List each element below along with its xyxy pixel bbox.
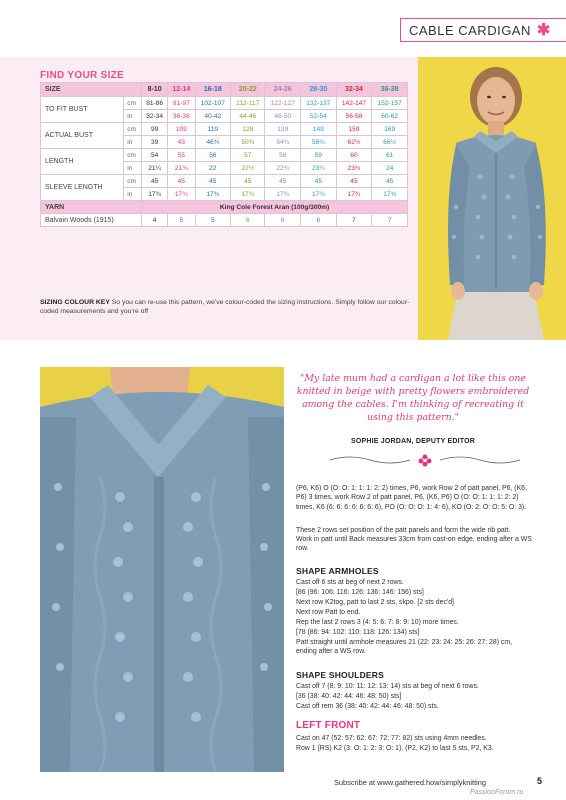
size-value-cell: 23¾ <box>336 162 372 175</box>
yarn-ball-count: 7 <box>372 214 408 227</box>
armholes-line-7: Patt straight until armhole measures 21 (22: 23: 24: 25: 26: 27: 28) cm, ending after a WS row. <box>296 639 513 656</box>
armholes-line-5: Rep the last 2 rows 3 (4: 5: 6: 7: 8: 9: 10) more times. <box>296 619 459 626</box>
size-value-cell: 45 <box>336 175 372 188</box>
size-value-cell: 24 <box>372 162 408 175</box>
size-value-cell: 21¾ <box>168 162 195 175</box>
size-value-cell: 17¾ <box>301 188 337 201</box>
size-value-cell: 45 <box>301 175 337 188</box>
measurement-label: SLEEVE LENGTH <box>41 175 124 201</box>
size-value-cell: 132-137 <box>301 97 337 110</box>
size-value-cell: 40-42 <box>195 110 231 123</box>
measurement-label: LENGTH <box>41 149 124 175</box>
model-illustration <box>418 57 566 340</box>
yarn-label: YARN <box>41 201 142 214</box>
size-value-cell: 52-54 <box>301 110 337 123</box>
size-value-cell: 46¾ <box>195 136 231 149</box>
model-photo <box>418 57 566 340</box>
cardigan-closeup-photo <box>40 367 284 772</box>
size-value-cell: 56-58 <box>336 110 372 123</box>
size-value-cell: 48-50 <box>265 110 301 123</box>
shoulders-line-2: [36 (38: 40: 42: 44: 46: 48: 50) sts] <box>296 693 402 700</box>
pattern-paragraph-3: Work in patt until Back measures 33cm from cast-on edge, ending after a WS row. <box>296 536 532 553</box>
yarn-ball-count: 5 <box>168 214 195 227</box>
size-value-cell: 58 <box>265 149 301 162</box>
size-value-cell: 56 <box>195 149 231 162</box>
size-value-cell: 54¾ <box>265 136 301 149</box>
armholes-line-1: Cast off 6 sts at beg of next 2 rows. <box>296 579 404 586</box>
size-value-cell: 58¾ <box>301 136 337 149</box>
size-value-cell: 119 <box>195 123 231 136</box>
size-value-cell: 45 <box>372 175 408 188</box>
size-value-cell: 39 <box>142 136 168 149</box>
size-panel <box>0 57 418 340</box>
quote-author: SOPHIE JORDAN, DEPUTY EDITOR <box>351 438 475 445</box>
section-header-tag <box>400 18 566 42</box>
size-value-cell: 54 <box>142 149 168 162</box>
yarn-ball-count: 7 <box>336 214 372 227</box>
asterisk-icon: ✱ <box>536 22 551 39</box>
size-col-header: 16-18 <box>195 83 231 97</box>
size-value-cell: 81-86 <box>142 97 168 110</box>
size-value-cell: 57 <box>231 149 265 162</box>
armholes-line-6: [78 (86: 94: 102: 110: 118: 126: 134) sts] <box>296 629 420 636</box>
yarn-ball-count: 5 <box>195 214 231 227</box>
pattern-paragraph-1: (P6, K6) O (O: O: 1: 1: 1: 2: 2) times, P6, work Row 2 of patt panel, P6, (K6, P6) 3 times, work Row 2 of patt panel, P6, (K6, P6) O (O: O: 1: 1: 1: 2: 2) times, K6 (6: 6: 6: 6: 6: 6: 6), PO (O: O: O: 1: 4: 6), KO (O: 2: O: O: 5: O: 3). <box>296 485 527 511</box>
size-label: SIZE <box>41 83 142 97</box>
pattern-title: CABLE CARDIGAN <box>409 22 531 38</box>
size-value-cell: 23¼ <box>301 162 337 175</box>
size-col-header: 8-10 <box>142 83 168 97</box>
subscribe-link[interactable]: Subscribe at www.gathered.how/simplyknitting <box>334 778 486 787</box>
size-value-cell: 60-62 <box>372 110 408 123</box>
size-col-header: 24-26 <box>265 83 301 97</box>
closeup-illustration <box>40 367 284 772</box>
size-value-cell: 149 <box>301 123 337 136</box>
size-value-cell: 62½ <box>336 136 372 149</box>
left-front-heading: LEFT FRONT <box>296 720 361 731</box>
size-value-cell: 22¾ <box>265 162 301 175</box>
size-col-header: 32-34 <box>336 83 372 97</box>
unit-label: cm <box>124 97 142 110</box>
unit-label: cm <box>124 149 142 162</box>
shoulders-line-1: Cast off 7 (8: 9: 10: 11: 12: 13: 14) sts at beg of next 6 rows. <box>296 683 479 690</box>
size-value-cell: 45 <box>142 175 168 188</box>
size-value-cell: 17¾ <box>372 188 408 201</box>
size-value-cell: 61 <box>372 149 408 162</box>
size-col-header: 12-14 <box>168 83 195 97</box>
size-value-cell: 139 <box>265 123 301 136</box>
left-front-line-2: Row 1 (RS) K2 (3: O: 1: 2: 3: O: 1), (P2, K2) to last 5 sts, P2, K3. <box>296 745 494 752</box>
unit-label: in <box>124 136 142 149</box>
size-value-cell: 17¾ <box>142 188 168 201</box>
size-col-header: 28-30 <box>301 83 337 97</box>
size-value-cell: 45 <box>231 175 265 188</box>
unit-label: in <box>124 188 142 201</box>
size-value-cell: 17¾ <box>168 188 195 201</box>
size-value-cell: 17¾ <box>231 188 265 201</box>
ornamental-divider <box>330 452 520 468</box>
page-number: 5 <box>537 776 543 786</box>
size-value-cell: 21¼ <box>142 162 168 175</box>
size-value-cell: 36-38 <box>168 110 195 123</box>
size-row <box>41 149 408 162</box>
size-value-cell: 45 <box>195 175 231 188</box>
size-value-cell: 17¾ <box>336 188 372 201</box>
size-col-header: 20-22 <box>231 83 265 97</box>
measurement-label: ACTUAL BUST <box>41 123 124 149</box>
size-table <box>40 82 408 227</box>
size-value-cell: 45 <box>168 175 195 188</box>
size-value-cell: 102-107 <box>195 97 231 110</box>
shape-armholes-heading: SHAPE ARMHOLES <box>296 566 379 576</box>
size-value-cell: 99 <box>142 123 168 136</box>
yarn-ball-count: 6 <box>265 214 301 227</box>
size-value-cell: 22 <box>195 162 231 175</box>
size-value-cell: 112-117 <box>231 97 265 110</box>
unit-label: cm <box>124 123 142 136</box>
size-value-cell: 159 <box>336 123 372 136</box>
unit-label: in <box>124 110 142 123</box>
size-value-cell: 122-127 <box>265 97 301 110</box>
size-value-cell: 55 <box>168 149 195 162</box>
key-text: So you can re-use this pattern, we've colour-coded the sizing instructions. Simply follow our colour-coded measurements and you're off <box>40 299 410 315</box>
size-value-cell: 66½ <box>372 136 408 149</box>
yarn-ball-count: 6 <box>301 214 337 227</box>
editor-quote: "My late mum had a cardigan a lot like this one knitted in beige with pretty flowers embroidered among the cables. I'm thinking of recreating it using this pattern." <box>296 373 530 423</box>
size-row <box>41 97 408 110</box>
armholes-line-2: [86 (96: 106: 116: 126: 136: 146: 156) sts] <box>296 589 424 596</box>
size-value-cell: 109 <box>168 123 195 136</box>
size-section-title: FIND YOUR SIZE <box>40 70 125 81</box>
yarn-shade: Balvain Woods (1915) <box>41 214 142 227</box>
size-value-cell: 17¾ <box>195 188 231 201</box>
size-value-cell: 32-34 <box>142 110 168 123</box>
watermark: PassionForum.ru <box>470 789 524 796</box>
size-value-cell: 44-46 <box>231 110 265 123</box>
size-row <box>41 123 408 136</box>
size-value-cell: 59 <box>301 149 337 162</box>
armholes-line-4: Next row Patt to end. <box>296 609 361 616</box>
size-value-cell: 17¾ <box>265 188 301 201</box>
yarn-name: King Cole Forest Aran (100g/300m) <box>142 201 408 214</box>
sizing-colour-key <box>40 298 412 316</box>
armholes-line-3: Next row K2tog, patt to last 2 sts, skpo. [2 sts dec'd] <box>296 599 454 606</box>
size-header-row <box>41 83 408 97</box>
unit-label: cm <box>124 175 142 188</box>
shoulders-line-3: Cast off rem 36 (38: 40: 42: 44: 46: 48: 50) sts. <box>296 703 439 710</box>
key-title: SIZING COLOUR KEY <box>40 299 110 306</box>
yarn-ball-count: 4 <box>142 214 168 227</box>
flower-icon <box>419 455 432 467</box>
left-front-line-1: Cast on 47 (52: 57: 62: 67: 72: 77: 82) sts using 4mm needles. <box>296 735 487 742</box>
size-value-cell: 45 <box>265 175 301 188</box>
yarn-ball-count: 6 <box>231 214 265 227</box>
size-col-header: 36-38 <box>372 83 408 97</box>
size-value-cell: 43 <box>168 136 195 149</box>
measurement-label: TO FIT BUST <box>41 97 124 123</box>
size-value-cell: 129 <box>231 123 265 136</box>
size-value-cell: 22½ <box>231 162 265 175</box>
size-value-cell: 152-157 <box>372 97 408 110</box>
size-value-cell: 169 <box>372 123 408 136</box>
pattern-paragraph-2: These 2 rows set position of the patt panels and form the wide rib patt. <box>296 527 511 534</box>
size-value-cell: 60 <box>336 149 372 162</box>
yarn-header-row <box>41 201 408 214</box>
size-value-cell: 50¾ <box>231 136 265 149</box>
unit-label: in <box>124 162 142 175</box>
yarn-values-row <box>41 214 408 227</box>
size-value-cell: 91-97 <box>168 97 195 110</box>
size-value-cell: 142-147 <box>336 97 372 110</box>
shape-shoulders-heading: SHAPE SHOULDERS <box>296 670 385 680</box>
size-row <box>41 175 408 188</box>
